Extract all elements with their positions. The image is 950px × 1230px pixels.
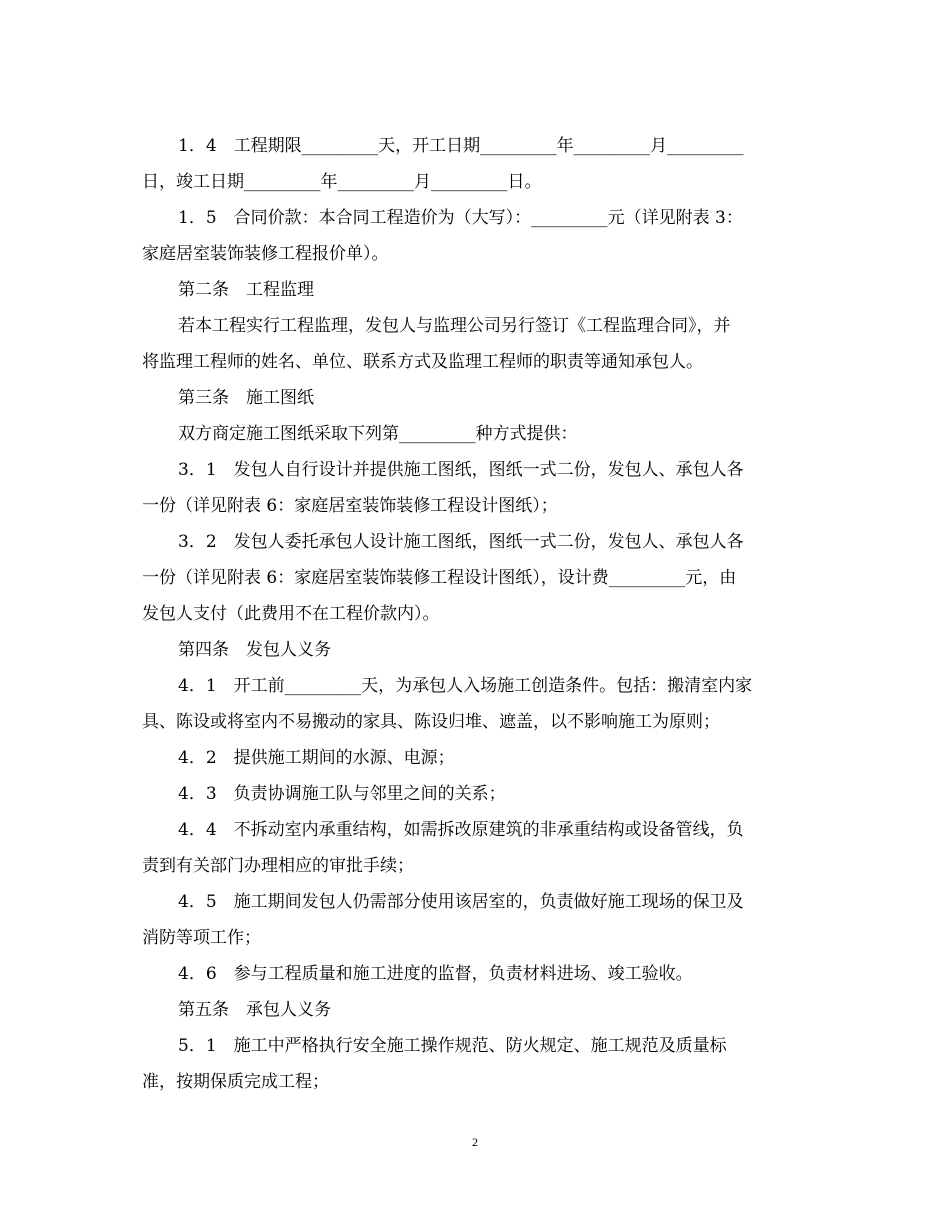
text-line: 1．4 工程期限_________天，开工日期_________年_________月_________ bbox=[178, 136, 744, 156]
text-line: 4．5 施工期间发包人仍需部分使用该居室的，负责做好施工现场的保卫及 bbox=[178, 892, 744, 912]
text-line: 1．5 合同价款：本合同工程造价为（大写）：_________元（详见附表 3： bbox=[178, 208, 743, 228]
section-heading: 第三条 施工图纸 bbox=[178, 388, 314, 408]
section-heading: 第四条 发包人义务 bbox=[178, 640, 331, 660]
section-heading: 第五条 承包人义务 bbox=[178, 1000, 331, 1020]
text-line: 发包人支付（此费用不在工程价款内）。 bbox=[142, 604, 440, 624]
text-line: 3．1 发包人自行设计并提供施工图纸，图纸一式二份，发包人、承包人各 bbox=[178, 460, 744, 480]
text-line: 责到有关部门办理相应的审批手续； bbox=[142, 856, 414, 876]
section-heading: 第二条 工程监理 bbox=[178, 280, 314, 300]
text-line: 4．2 提供施工期间的水源、电源； bbox=[178, 748, 455, 768]
text-line: 具、陈设或将室内不易搬动的家具、陈设归堆、遮盖，以不影响施工为原则； bbox=[142, 712, 720, 732]
page-number: 2 bbox=[472, 1135, 478, 1149]
text-line: 双方商定施工图纸采取下列第_________种方式提供： bbox=[178, 424, 578, 444]
text-line: 3．2 发包人委托承包人设计施工图纸，图纸一式二份，发包人、承包人各 bbox=[178, 532, 744, 552]
text-line: 一份（详见附表 6：家庭居室装饰装修工程设计图纸）； bbox=[142, 496, 558, 516]
text-line: 日，竣工日期_________年_________月_________日。 bbox=[142, 172, 542, 192]
text-line: 准，按期保质完成工程； bbox=[142, 1072, 329, 1092]
text-line: 消防等项工作； bbox=[142, 928, 261, 948]
text-line: 若本工程实行工程监理，发包人与监理公司另行签订《工程监理合同》，并 bbox=[178, 316, 731, 336]
document-body bbox=[142, 128, 802, 1100]
text-line: 5．1 施工中严格执行安全施工操作规范、防火规定、施工规范及质量标 bbox=[178, 1036, 727, 1056]
text-line: 4．4 不拆动室内承重结构，如需拆改原建筑的非承重结构或设备管线，负 bbox=[178, 820, 744, 840]
text-line: 将监理工程师的姓名、单位、联系方式及监理工程师的职责等通知承包人。 bbox=[142, 352, 703, 372]
text-line: 4．6 参与工程质量和施工进度的监督，负责材料进场、竣工验收。 bbox=[178, 964, 693, 984]
text-line: 4．3 负责协调施工队与邻里之间的关系； bbox=[178, 784, 506, 804]
text-line: 4．1 开工前_________天，为承包人入场施工创造条件。包括：搬清室内家 bbox=[178, 676, 753, 696]
text-line: 一份（详见附表 6：家庭居室装饰装修工程设计图纸），设计费_________元，由 bbox=[142, 568, 737, 588]
text-line: 家庭居室装饰装修工程报价单）。 bbox=[142, 244, 389, 264]
